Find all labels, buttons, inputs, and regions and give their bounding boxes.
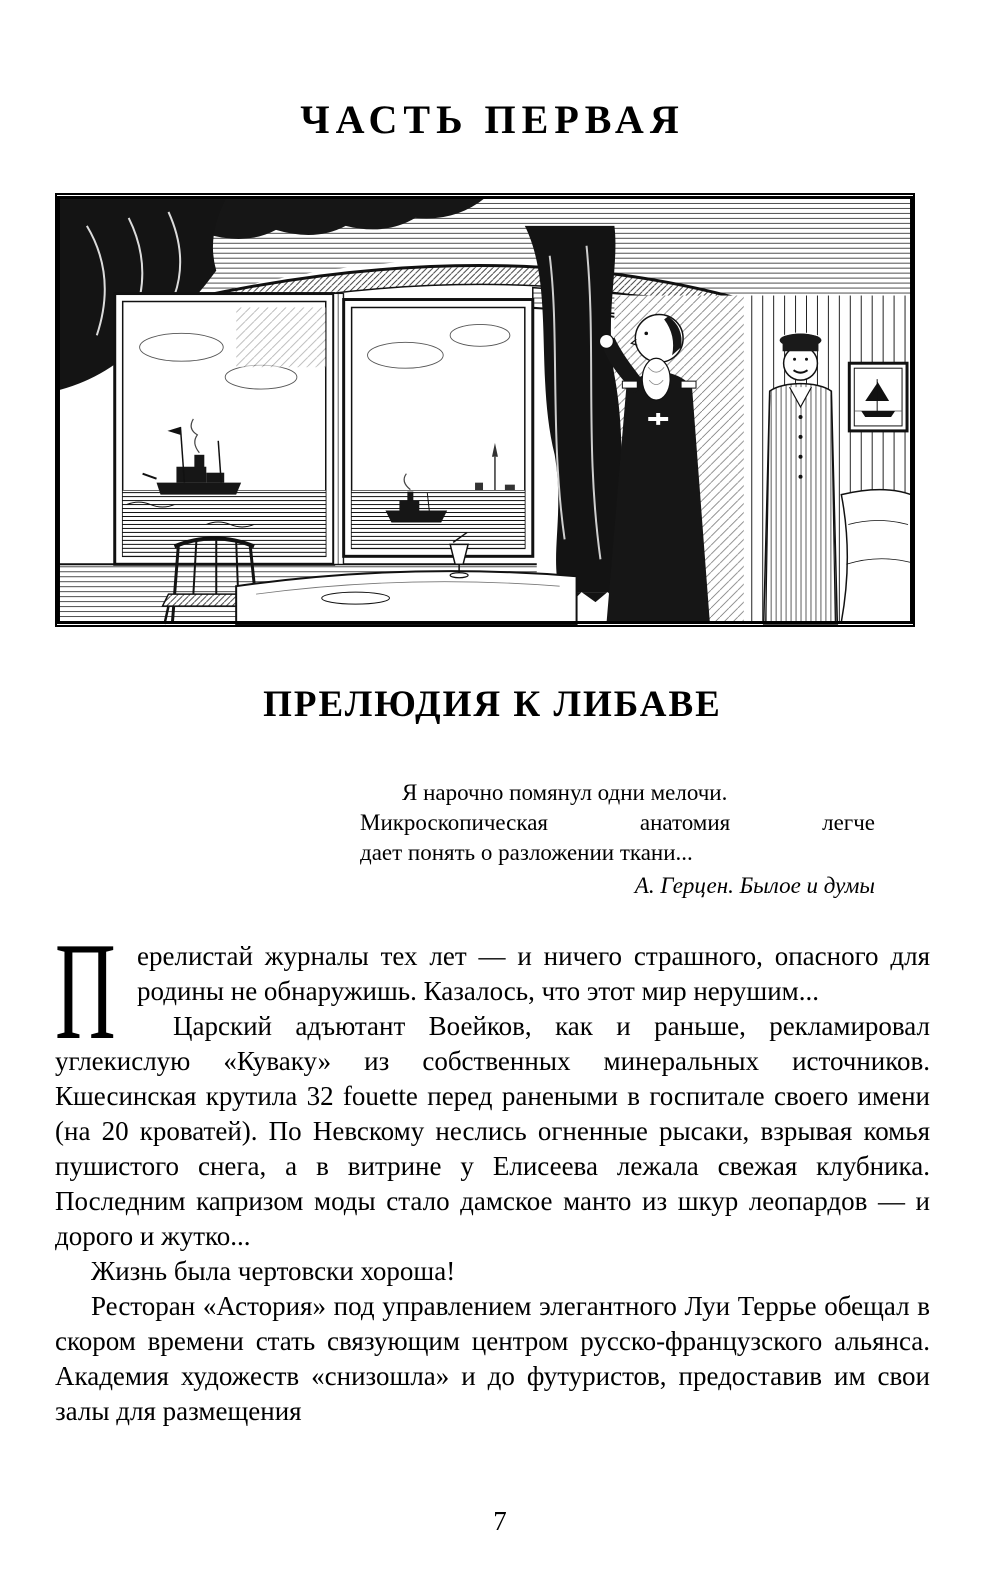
drop-cap: П <box>55 914 116 1069</box>
body-text <box>55 914 930 1429</box>
page-content <box>0 96 1000 1429</box>
epigraph-line: Микроскопическая анатомия легче <box>360 810 875 835</box>
page-number: 7 <box>493 1506 507 1536</box>
paragraph-text: ерелистай журналы тех лет — и ничего страшного, опасного для родины не обнаружишь. Казалось, что этот мир нерушим... <box>137 941 930 1006</box>
ship-cabin-engraving-illustration <box>57 195 913 625</box>
drop-cap-box <box>55 914 125 1069</box>
paragraph <box>55 914 930 1069</box>
paragraph: Жизнь была чертовски хороша! <box>91 1256 456 1286</box>
bedding <box>841 490 911 622</box>
epigraph-attribution: А. Герцен. Былое и думы <box>634 873 875 898</box>
paragraph: Царский адъютант Воейков, как и раньше, рекламировал углекислую «Куваку» из собственных минеральных источников. Кшесинская крутила 32 fouette перед ранеными в госпитале своего имени (на 20 кроватей). По Невскому неслись огненные рысаки, взрывая комья пушистого снега, а в витрине у Елисеева лежала свежая клубника. Последним капризом моды стало дамское манто из шкур леопардов — и дорого и жутко... <box>55 1011 930 1251</box>
window-right <box>344 300 533 557</box>
paragraph: Ресторан «Астория» под управлением элегантного Луи Террье обещал в скором времени стать связующим центром русско-французского альянса. Академия художеств «снизошла» и до футуристов, предоставив им свои залы для размещения <box>55 1291 930 1426</box>
illustration-frame <box>55 193 915 627</box>
epigraph <box>360 778 875 901</box>
part-title: ЧАСТЬ ПЕРВАЯ <box>300 97 685 142</box>
framed-ship-picture <box>849 363 907 431</box>
window-left <box>115 294 334 565</box>
chapter-title: ПРЕЛЮДИЯ К ЛИБАВЕ <box>263 684 722 725</box>
epigraph-line: Я нарочно помянул одни мелочи. <box>402 780 728 805</box>
epigraph-line: дает понять о разложении ткани... <box>360 840 693 865</box>
